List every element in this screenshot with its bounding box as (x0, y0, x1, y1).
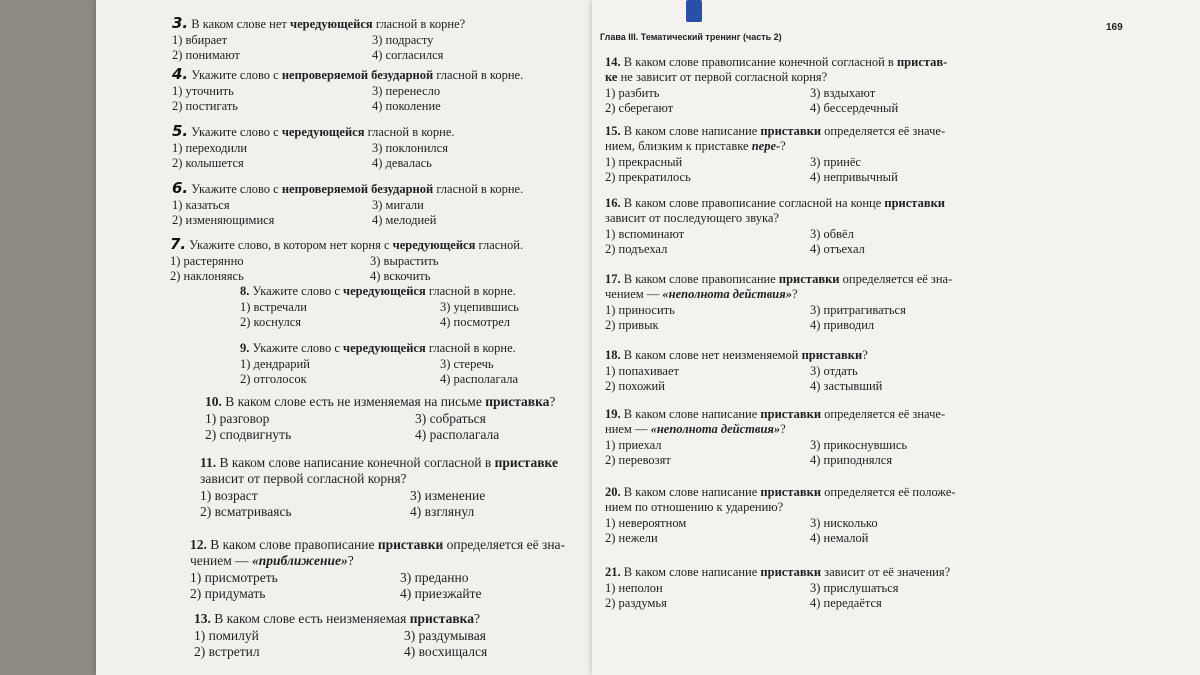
question-number: 4. (172, 65, 189, 83)
question-number: 15. (605, 124, 621, 138)
answer-option: 4) посмотрел (440, 315, 510, 329)
question-text-part: ? (780, 422, 786, 436)
question-20 (605, 485, 956, 546)
answer-option: 3) прикоснувшись (810, 438, 908, 452)
question-text (172, 181, 523, 197)
question-text-part: ? (780, 139, 786, 153)
question-17 (605, 272, 952, 333)
answer-option: 2) нежели (605, 531, 658, 545)
keyword: приставка (409, 611, 474, 626)
question-text-part: В каком слове написание (623, 407, 761, 421)
question-text (240, 284, 519, 299)
question-text (605, 348, 882, 363)
chapter-header: Глава III. Тематический тренинг (часть 2) (600, 32, 782, 42)
italic-term: «неполнота действия» (662, 287, 792, 301)
answer-option: 2) придумать (190, 586, 266, 601)
question-number: 21. (605, 565, 621, 579)
answer-option: 3) стеречь (440, 357, 494, 371)
keyword: приставке (494, 455, 558, 470)
answer-options (194, 628, 487, 660)
answer-option: 1) присмотреть (190, 570, 278, 585)
question-8 (240, 284, 519, 330)
question-text-part: Укажите слово с (252, 284, 344, 298)
keyword: приставки (760, 407, 822, 421)
answer-option: 3) перенесло (372, 84, 441, 98)
question-text (190, 537, 565, 553)
question-text-part: В каком слове правописание конечной согласной в (623, 55, 897, 69)
question-text-line2 (605, 139, 945, 154)
question-15 (605, 124, 945, 185)
answer-option: 3) изменение (410, 488, 486, 503)
question-3 (172, 16, 465, 63)
answer-option: 4) приезжайте (400, 586, 482, 601)
answer-option: 4) взглянул (410, 504, 475, 519)
question-text (200, 455, 558, 471)
answer-option: 4) приподнялся (810, 453, 893, 467)
answer-option: 3) раздумывая (404, 628, 486, 643)
question-number: 12. (190, 537, 207, 552)
question-text-part: Укажите слово с (252, 341, 344, 355)
question-text-part: определяется её значе- (821, 407, 946, 421)
answer-option: 3) уцепившись (440, 300, 519, 314)
question-6 (172, 181, 523, 228)
question-16 (605, 196, 945, 257)
question-text-part: ? (862, 348, 868, 362)
question-text-line2 (605, 500, 956, 515)
question-text-part: не зависит от первой согласной корня? (617, 70, 828, 84)
question-text-line2 (605, 287, 952, 302)
answer-option: 1) разбить (605, 86, 660, 100)
question-text (605, 196, 945, 211)
answer-option: 2) отголосок (240, 372, 307, 386)
question-text (605, 485, 956, 500)
question-7 (170, 237, 523, 284)
question-text-part: В каком слове правописание (210, 537, 378, 552)
question-number: 3. (172, 14, 189, 32)
question-text (605, 124, 945, 139)
answer-option: 2) привык (605, 318, 659, 332)
keyword: приставка (485, 394, 550, 409)
answer-options (240, 357, 518, 387)
question-text-part: В каком слове правописание (623, 272, 779, 286)
answer-option: 2) всматриваясь (200, 504, 292, 519)
answer-option: 2) похожий (605, 379, 665, 393)
answer-option: 4) девалась (372, 156, 432, 170)
question-text-part: В каком слове написание (623, 565, 761, 579)
question-9 (240, 341, 518, 387)
answer-option: 2) встретил (194, 644, 260, 659)
answer-option: 3) вырастить (370, 254, 439, 268)
answer-options (605, 86, 947, 116)
answer-option: 1) дендрарий (240, 357, 310, 371)
answer-option: 2) подъехал (605, 242, 668, 256)
question-text-part: нием по отношению к ударению? (605, 500, 784, 514)
question-text-part: ? (347, 553, 354, 568)
question-19 (605, 407, 945, 468)
question-text-part: гласной в корне. (433, 182, 524, 196)
answer-option: 1) растерянно (170, 254, 244, 268)
question-number: 5. (172, 122, 189, 140)
question-text-part: зависит от первой согласной корня? (200, 471, 407, 486)
question-text-part: определяется её положе- (821, 485, 956, 499)
question-text-part: гласной. (475, 238, 524, 252)
question-text (172, 16, 465, 32)
question-text-part: В каком слове есть не изменяемая на письме (225, 394, 486, 409)
answer-option: 3) мигали (372, 198, 424, 212)
answer-option: 1) встречали (240, 300, 307, 314)
question-18 (605, 348, 882, 394)
question-text-part: В каком слове написание (623, 124, 761, 138)
keyword: приставки (760, 485, 822, 499)
keyword: приставки (760, 565, 822, 579)
answer-option: 3) принёс (810, 155, 861, 169)
answer-option: 3) подрасту (372, 33, 434, 47)
question-21 (605, 565, 950, 611)
question-10 (205, 394, 555, 443)
keyword: чередующейся (281, 125, 365, 139)
answer-option: 1) приносить (605, 303, 675, 317)
answer-option: 1) невероятном (605, 516, 687, 530)
keyword: приставки (884, 196, 945, 210)
answer-option: 4) бессердечный (810, 101, 899, 115)
question-text-part: гласной в корне? (372, 17, 466, 31)
question-text-part: определяется её зна- (443, 537, 566, 552)
question-number: 14. (605, 55, 621, 69)
answer-option: 3) прислушаться (810, 581, 899, 595)
question-number: 18. (605, 348, 621, 362)
answer-option: 2) наклоняясь (170, 269, 244, 283)
answer-option: 4) восхищался (404, 644, 488, 659)
question-text-part: гласной в корне. (433, 68, 524, 82)
answer-option: 2) сподвигнуть (205, 427, 292, 442)
question-text-part: Укажите слово с (191, 68, 282, 82)
answer-options (170, 254, 523, 284)
answer-options (605, 155, 945, 185)
answer-option: 3) отдать (810, 364, 858, 378)
question-text (605, 272, 952, 287)
answer-option: 2) изменяющимися (172, 213, 275, 227)
question-text (172, 67, 523, 83)
answer-options (200, 488, 558, 520)
answer-options (605, 227, 945, 257)
page-number: 169 (1106, 22, 1123, 33)
answer-options (205, 411, 555, 443)
question-text-part: гласной в корне. (425, 341, 516, 355)
answer-options (240, 300, 519, 330)
question-text (605, 407, 945, 422)
question-number: 20. (605, 485, 621, 499)
question-number: 10. (205, 394, 222, 409)
answer-option: 2) перевозят (605, 453, 671, 467)
answer-options (605, 438, 945, 468)
keyword: ке (605, 70, 618, 84)
keyword: приставки (801, 348, 863, 362)
question-text (172, 124, 455, 140)
question-text-part: чением — (605, 287, 663, 301)
question-text (605, 55, 947, 70)
question-number: 8. (240, 284, 250, 298)
question-14 (605, 55, 947, 116)
keyword: приставки (760, 124, 822, 138)
answer-option: 2) постигать (172, 99, 239, 113)
answer-option: 4) поколение (372, 99, 441, 113)
answer-options (172, 33, 465, 63)
question-text-part: ? (549, 394, 556, 409)
answer-option: 2) коснулся (240, 315, 302, 329)
question-text-part: В каком слове правописание согласной на конце (623, 196, 885, 210)
answer-option: 4) приводил (810, 318, 875, 332)
question-text-line2 (605, 422, 945, 437)
answer-option: 3) поклонился (372, 141, 448, 155)
question-number: 7. (170, 235, 187, 253)
answer-options (605, 303, 952, 333)
answer-option: 4) застывший (810, 379, 883, 393)
question-text-part: В каком слове нет (191, 17, 291, 31)
keyword: приставки (778, 272, 840, 286)
question-text-part: зависит от последующего звука? (605, 211, 779, 225)
answer-option: 2) сберегают (605, 101, 674, 115)
question-text-part: чением — (190, 553, 253, 568)
question-text-part: определяется её зна- (839, 272, 953, 286)
answer-option: 1) вбирает (172, 33, 228, 47)
answer-option: 3) вздыхают (810, 86, 876, 100)
question-text-part: В каком слове есть неизменяемая (214, 611, 410, 626)
answer-option: 1) казаться (172, 198, 230, 212)
answer-option: 1) уточнить (172, 84, 234, 98)
answer-option: 2) раздумья (605, 596, 667, 610)
question-text-part: определяется её значе- (821, 124, 946, 138)
answer-option: 1) прекрасный (605, 155, 683, 169)
answer-option: 3) собраться (415, 411, 486, 426)
keyword: чередующейся (343, 341, 426, 355)
question-text-part: В каком слове написание (623, 485, 761, 499)
answer-option: 1) неполон (605, 581, 663, 595)
answer-option: 3) притрагиваться (810, 303, 906, 317)
answer-option: 1) вспоминают (605, 227, 685, 241)
question-text-part: нием — (605, 422, 651, 436)
question-number: 19. (605, 407, 621, 421)
answer-option: 4) вскочить (370, 269, 431, 283)
question-number: 17. (605, 272, 621, 286)
question-text-part: нием, близким к приставке (605, 139, 752, 153)
question-text-part: гласной в корне. (364, 125, 455, 139)
question-number: 16. (605, 196, 621, 210)
keyword: непроверяемой безударной (281, 182, 434, 196)
question-number: 11. (200, 455, 217, 470)
question-text (194, 611, 487, 627)
question-13 (194, 611, 487, 660)
question-text-part: Укажите слово с (191, 182, 282, 196)
question-4 (172, 67, 523, 114)
answer-option: 3) обвёл (810, 227, 854, 241)
question-text-part: ? (791, 287, 798, 301)
answer-option: 4) немалой (810, 531, 869, 545)
question-11 (200, 455, 558, 520)
question-text-part: гласной в корне. (425, 284, 516, 298)
answer-option: 4) отъехал (810, 242, 865, 256)
answer-option: 4) передаётся (810, 596, 882, 610)
keyword: приставки (377, 537, 444, 552)
question-number: 13. (194, 611, 211, 626)
keyword: пристав- (896, 55, 948, 69)
answer-option: 2) понимают (172, 48, 240, 62)
answer-option: 3) преданно (400, 570, 469, 585)
answer-option: 4) располагала (440, 372, 519, 386)
question-text-part: зависит от её значения? (821, 565, 951, 579)
answer-option: 1) переходили (172, 141, 248, 155)
question-text-line2 (190, 553, 565, 569)
keyword: чередующейся (392, 238, 476, 252)
question-text-line2 (605, 211, 945, 226)
italic-term: «приближение» (252, 553, 348, 568)
answer-option: 4) согласился (372, 48, 444, 62)
question-text-part: Укажите слово с (191, 125, 282, 139)
question-text (240, 341, 518, 356)
answer-option: 4) непривычный (810, 170, 898, 184)
answer-options (605, 516, 956, 546)
answer-option: 4) располагала (415, 427, 500, 442)
answer-option: 1) попахивает (605, 364, 679, 378)
answer-options (172, 198, 523, 228)
question-text (170, 237, 523, 253)
italic-term: «неполнота действия» (650, 422, 781, 436)
pen-cap (686, 0, 702, 22)
question-text-part: Укажите слово, в котором нет корня с (189, 238, 393, 252)
answer-option: 1) разговор (205, 411, 270, 426)
answer-option: 2) колышется (172, 156, 244, 170)
answer-option: 1) помилуй (194, 628, 259, 643)
answer-option: 1) возраст (200, 488, 258, 503)
italic-term: пере- (751, 139, 781, 153)
question-5 (172, 124, 455, 171)
answer-option: 4) мелодией (372, 213, 437, 227)
keyword: чередующейся (343, 284, 426, 298)
question-text (205, 394, 555, 410)
question-text-line2 (200, 471, 558, 487)
question-text-part: ? (473, 611, 480, 626)
answer-option: 3) нисколько (810, 516, 878, 530)
question-12 (190, 537, 565, 602)
question-text-part: В каком слове написание конечной согласной в (219, 455, 495, 470)
answer-options (172, 84, 523, 114)
answer-options (190, 570, 565, 602)
answer-options (605, 364, 882, 394)
question-number: 6. (172, 179, 189, 197)
answer-options (172, 141, 455, 171)
question-text (605, 565, 950, 580)
question-text-part: В каком слове нет неизменяемой (623, 348, 802, 362)
question-number: 9. (240, 341, 250, 355)
question-text-line2 (605, 70, 947, 85)
answer-option: 2) прекратилось (605, 170, 691, 184)
keyword: чередующейся (290, 17, 373, 31)
answer-options (605, 581, 950, 611)
answer-option: 1) приехал (605, 438, 662, 452)
keyword: непроверяемой безударной (281, 68, 434, 82)
